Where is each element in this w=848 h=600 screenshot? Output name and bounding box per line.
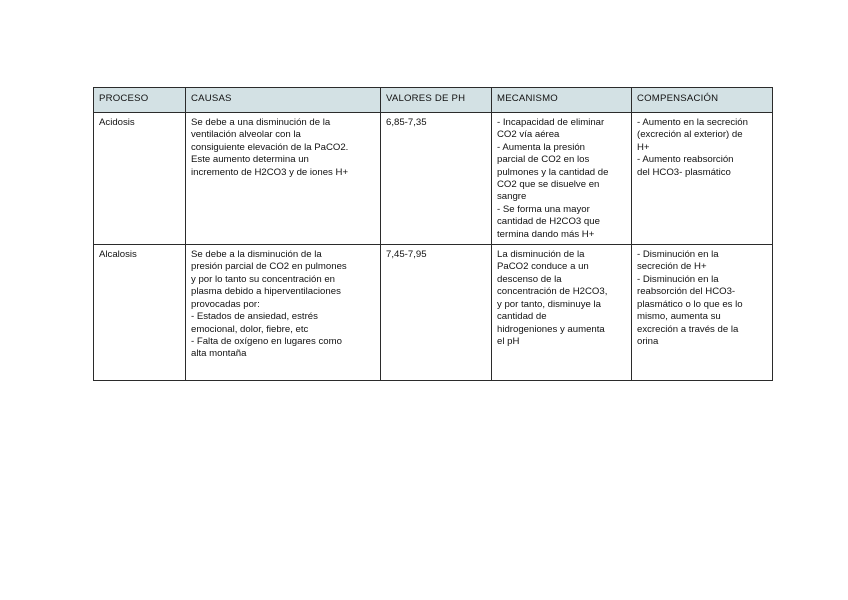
header-valores-ph: VALORES DE PH bbox=[381, 88, 492, 113]
table-row-acidosis bbox=[94, 113, 773, 245]
cell-causas: Se debe a una disminución de la ventilación alveolar con la consiguiente elevación de la PaCO2. Este aumento determina un incremento de H2CO3 y de iones H+ bbox=[186, 113, 381, 245]
cell-mecanismo: - Incapacidad de eliminar CO2 vía aérea - Aumenta la presión parcial de CO2 en los pulmones y la cantidad de CO2 que se disuelve en sangre - Se forma una mayor cantidad de H2CO3 que termina dando más H+ bbox=[492, 113, 632, 245]
cell-compensacion: - Disminución en la secreción de H+ - Disminución en la reabsorción del HCO3- plasmático o lo que es lo mismo, aumenta su excreción a través de la orina bbox=[632, 245, 773, 381]
cell-valores-ph: 7,45-7,95 bbox=[381, 245, 492, 381]
header-compensacion: COMPENSACIÓN bbox=[632, 88, 773, 113]
header-proceso: PROCESO bbox=[94, 88, 186, 113]
acid-base-table bbox=[93, 87, 773, 381]
cell-causas: Se debe a la disminución de la presión parcial de CO2 en pulmones y por lo tanto su concentración en plasma debido a hiperventilaciones provocadas por: - Estados de ansiedad, estrés emocional, dolor, fiebre, etc - Falta de oxígeno en lugares como alta montaña bbox=[186, 245, 381, 381]
table-header-row bbox=[94, 88, 773, 113]
header-mecanismo: MECANISMO bbox=[492, 88, 632, 113]
table-row-alcalosis bbox=[94, 245, 773, 381]
cell-compensacion: - Aumento en la secreción (excreción al exterior) de H+ - Aumento reabsorción del HCO3- plasmático bbox=[632, 113, 773, 245]
header-causas: CAUSAS bbox=[186, 88, 381, 113]
cell-proceso: Alcalosis bbox=[94, 245, 186, 381]
cell-mecanismo: La disminución de la PaCO2 conduce a un descenso de la concentración de H2CO3, y por tanto, disminuye la cantidad de hidrogeniones y aumenta el pH bbox=[492, 245, 632, 381]
cell-proceso: Acidosis bbox=[94, 113, 186, 245]
cell-valores-ph: 6,85-7,35 bbox=[381, 113, 492, 245]
